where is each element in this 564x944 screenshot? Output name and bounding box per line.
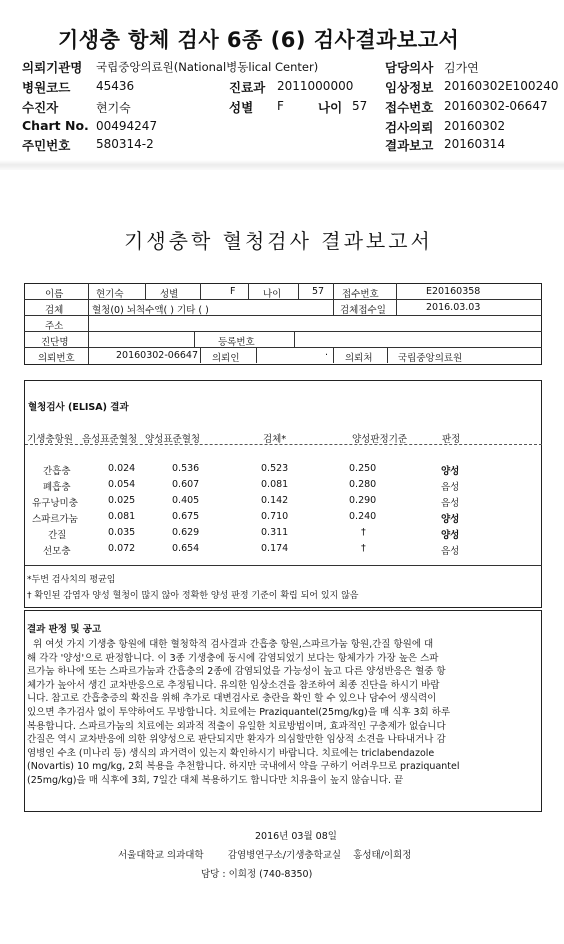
header-label: 나이 bbox=[318, 100, 343, 115]
address-label: 주소 bbox=[45, 321, 64, 332]
col-header: 양성표준혈청 bbox=[145, 434, 201, 445]
antigen: 간질 bbox=[48, 530, 67, 541]
neg-value: 0.072 bbox=[108, 543, 136, 554]
divider bbox=[396, 283, 397, 315]
sample-value: 0.142 bbox=[261, 495, 289, 506]
header-value: 20160302 bbox=[444, 119, 506, 133]
col-header: 판정 bbox=[442, 434, 461, 445]
report-title: 기생충학 혈청검사 결과보고서 bbox=[124, 229, 433, 253]
header-label: 성별 bbox=[229, 100, 254, 115]
header-value: 2011000000 bbox=[277, 79, 354, 93]
cutoff-value: † bbox=[361, 543, 366, 554]
name-label: 이름 bbox=[45, 289, 64, 300]
divider bbox=[200, 347, 201, 363]
advice-line: 니다. 참고로 간흡충증의 확진을 위해 추가로 대변검사로 충란을 확인 할 수 있으나 담수어 생식력이 bbox=[27, 693, 437, 705]
header-value: 20160314 bbox=[444, 137, 506, 151]
reg-value: E20160358 bbox=[426, 286, 481, 297]
date-label: 검체접수일 bbox=[340, 305, 386, 316]
neg-value: 0.054 bbox=[108, 479, 136, 490]
age-value: 57 bbox=[312, 286, 325, 297]
separator-dot: · bbox=[325, 350, 329, 361]
sample-value: 0.710 bbox=[261, 511, 289, 522]
advice-line: 있으면 추가검사 없이 투약하여도 무방합니다. 치료에는 Praziquantel(25mg/kg)을 매 식후 3회 하루 bbox=[27, 706, 451, 718]
antigen: 간흡충 bbox=[43, 466, 71, 477]
header-value: 45436 bbox=[96, 79, 135, 93]
header-value: 국립중앙의료원(National병동lical Center) bbox=[96, 60, 319, 74]
header-value: 57 bbox=[352, 99, 368, 113]
diagnosis-label: 진단명 bbox=[41, 337, 69, 348]
cutoff-value: 0.240 bbox=[349, 511, 377, 522]
divider bbox=[294, 331, 295, 347]
advice-line: 체가가 높아서 생긴 교차반응으로 추정됩니다. 유의한 임상소견을 참조하여 최종 진단을 하시기 바랍 bbox=[27, 679, 440, 691]
date-value: 2016.03.03 bbox=[426, 302, 481, 313]
pos-value: 0.607 bbox=[172, 479, 200, 490]
col-header: 양성판정기준 bbox=[352, 434, 408, 445]
footnote-criteria: † 확인된 감염자 양성 혈청이 많지 않아 정확한 양성 판정 기준이 확립 되어 있지 않음 bbox=[27, 591, 359, 601]
divider bbox=[256, 347, 257, 363]
elisa-title: 혈청검사 (ELISA) 결과 bbox=[28, 402, 129, 413]
result-value: 음성 bbox=[441, 546, 460, 557]
advice-line: (Novartis) 10 mg/kg, 2회 복용을 추천합니다. 하지만 국내에서 약을 구하기 어려우므로 praziquantel bbox=[27, 761, 460, 773]
header-label: Chart No. bbox=[22, 118, 89, 133]
result-value: 양성 bbox=[441, 514, 460, 525]
header-value: 580314-2 bbox=[96, 137, 154, 151]
sample-value: 0.081 bbox=[261, 479, 289, 490]
advice-line: (25mg/kg)을 매 식후에 3회, 7일간 대체 복용하기도 합니다만 치유율이 높지 않습니다. 끝 bbox=[27, 774, 404, 786]
divider bbox=[24, 331, 542, 332]
advice-line: 간질은 역시 교차반응에 의한 위양성으로 판단되지만 환자가 의심할만한 임상적 소견을 나타내거나 감 bbox=[27, 734, 446, 746]
cutoff-value: 0.290 bbox=[349, 495, 377, 506]
name-value: 현기숙 bbox=[96, 289, 124, 300]
header-value: 김가연 bbox=[444, 61, 479, 75]
reg-label: 접수번호 bbox=[342, 289, 379, 300]
divider bbox=[194, 331, 195, 347]
divider bbox=[25, 565, 542, 566]
result-value: 양성 bbox=[441, 466, 460, 477]
specimen-label: 검체 bbox=[45, 305, 64, 316]
neg-value: 0.024 bbox=[108, 463, 136, 474]
header-label: 주민번호 bbox=[22, 138, 71, 153]
antigen: 유구낭미충 bbox=[32, 498, 78, 509]
regno-label: 등록번호 bbox=[218, 337, 255, 348]
result-value: 음성 bbox=[441, 482, 460, 493]
pos-value: 0.654 bbox=[172, 543, 200, 554]
reqno-value: 20160302-06647 bbox=[116, 350, 199, 361]
advice-line: 위 여섯 가지 기생충 항원에 대한 혈청학적 검사결과 간흡충 항원,스파르가눔 항원,간질 항원에 대 bbox=[27, 639, 434, 650]
divider bbox=[298, 283, 299, 299]
contact: 담당 : 이희정 (740-8350) bbox=[201, 869, 313, 880]
divider bbox=[24, 347, 542, 348]
sample-value: 0.174 bbox=[261, 543, 289, 554]
specimen-value: 혈청(0) 뇌척수액( ) 기타 ( ) bbox=[92, 305, 209, 316]
footnote-average: *두번 검사치의 평균임 bbox=[27, 575, 116, 585]
header-label: 임상정보 bbox=[385, 80, 434, 95]
result-value: 음성 bbox=[441, 498, 460, 509]
sample-value: 0.311 bbox=[261, 527, 289, 538]
header-label: 담당의사 bbox=[385, 60, 434, 75]
header-value: F bbox=[277, 99, 284, 113]
signature: 서울대학교 의과대학 감염병연구소/기생충학교실 홍성태/이희정 bbox=[118, 850, 412, 861]
reqno-label: 의뢰번호 bbox=[38, 353, 75, 364]
cutoff-value: 0.280 bbox=[349, 479, 377, 490]
neg-value: 0.025 bbox=[108, 495, 136, 506]
neg-value: 0.081 bbox=[108, 511, 136, 522]
header-label: 진료과 bbox=[229, 80, 266, 95]
advice-body bbox=[27, 638, 460, 788]
header-label: 접수번호 bbox=[385, 100, 434, 115]
doctor-label: 의뢰인 bbox=[212, 353, 240, 364]
scanned-report bbox=[0, 170, 564, 944]
pos-value: 0.675 bbox=[172, 511, 200, 522]
report-date: 2016년 03월 08일 bbox=[255, 831, 337, 842]
header-value: 20160302-06647 bbox=[444, 99, 548, 113]
header-value: 00494247 bbox=[96, 119, 158, 133]
antigen: 선모충 bbox=[43, 546, 71, 557]
pos-value: 0.536 bbox=[172, 463, 200, 474]
divider bbox=[248, 283, 249, 299]
col-header: 음성표준혈청 bbox=[82, 434, 138, 445]
header-label: 검사의뢰 bbox=[385, 120, 434, 135]
divider bbox=[145, 283, 146, 299]
header-label: 수진자 bbox=[22, 100, 59, 115]
header-label: 결과보고 bbox=[385, 138, 434, 153]
neg-value: 0.035 bbox=[108, 527, 136, 538]
antigen: 스파르가눔 bbox=[32, 514, 78, 525]
cutoff-value: 0.250 bbox=[349, 463, 377, 474]
inst-label: 의뢰처 bbox=[345, 353, 373, 364]
antigen: 폐흡충 bbox=[43, 482, 71, 493]
sex-value: F bbox=[230, 286, 236, 297]
advice-line: 염병인 수초 (미나리 등) 생식의 과거력이 있는지 확인하시기 바랍니다. 치료에는 triclabendazole bbox=[27, 747, 435, 759]
sample-value: 0.523 bbox=[261, 463, 289, 474]
sex-label: 성별 bbox=[160, 289, 179, 300]
divider bbox=[88, 283, 89, 364]
header-label: 병원코드 bbox=[22, 80, 71, 95]
divider bbox=[387, 347, 388, 363]
inst-value: 국립중앙의료원 bbox=[398, 353, 463, 364]
header-label: 의뢰기관명 bbox=[22, 60, 83, 75]
header-value: 현기숙 bbox=[96, 101, 131, 115]
advice-title: 결과 판정 및 공고 bbox=[27, 624, 102, 635]
col-header: 기생충항원 bbox=[27, 434, 73, 445]
advice-line: 르가눔 하나에 또는 스파르가눔과 간흡충의 2종에 감염되었을 가능성이 높고 다른 양성반응은 혈중 항 bbox=[27, 666, 446, 678]
divider bbox=[333, 347, 334, 363]
header-divider bbox=[25, 444, 542, 445]
pos-value: 0.405 bbox=[172, 495, 200, 506]
pos-value: 0.629 bbox=[172, 527, 200, 538]
report-header-title: 기생충 항체 검사 6종 (6) 검사결과보고서 bbox=[58, 28, 460, 52]
col-header: 검체* bbox=[263, 434, 287, 445]
header-value: 20160302E100240 bbox=[444, 79, 559, 93]
age-label: 나이 bbox=[263, 289, 282, 300]
divider bbox=[333, 283, 334, 315]
advice-line: 복용합니다. 스파르가눔의 치료에는 외과적 적출이 유일한 치료방법이며, 효과적인 구충제가 없습니다 bbox=[27, 720, 446, 732]
divider bbox=[200, 283, 201, 299]
advice-line: 해 각각 '양성'으로 판정합니다. 이 3종 기생충에 동시에 감염되었기 보다는 항체가가 가장 높은 스파 bbox=[27, 652, 439, 664]
result-value: 양성 bbox=[441, 530, 460, 541]
cutoff-value: † bbox=[361, 527, 366, 538]
